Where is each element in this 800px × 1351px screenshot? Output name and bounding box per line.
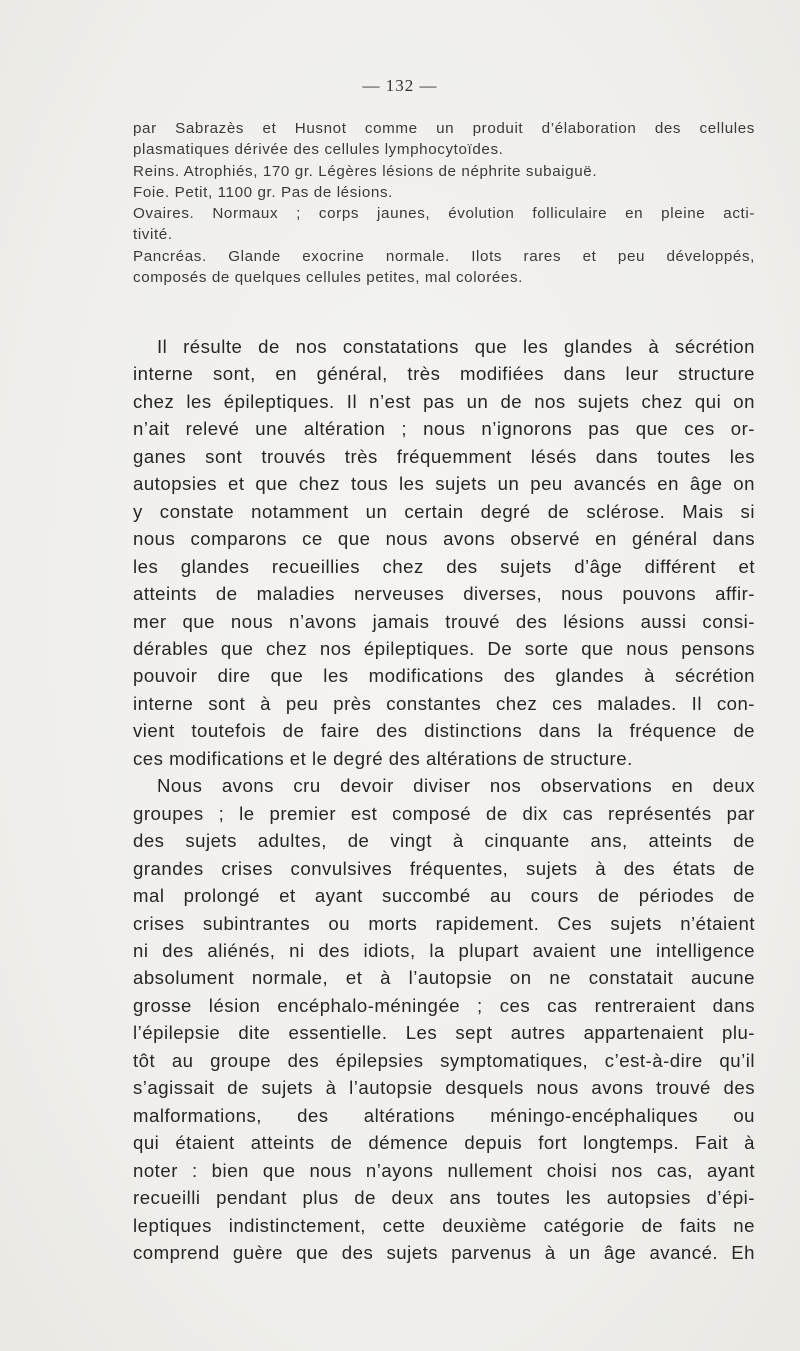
paragraph2-line: crises subintrantes ou morts rapidement. Ces sujets n’étaient: [133, 912, 755, 934]
paragraph1-line: interne sont à peu près constantes chez ces malades. Il con-: [133, 692, 755, 714]
paragraph1-line: interne sont, en général, très modifiées dans leur structure: [133, 363, 755, 385]
notes-line: Ovaires. Normaux ; corps jaunes, évolution folliculaire en pleine acti-: [133, 205, 755, 223]
paragraph2-line: absolument normale, et à l’autopsie on ne constatait aucune: [133, 967, 755, 989]
notes-line: Reins. Atrophiés, 170 gr. Légères lésions de néphrite subaiguë.: [133, 162, 598, 180]
paragraph1-line: autopsies et que chez tous les sujets un peu avancés en âge on: [133, 473, 755, 495]
paragraph1-line: pouvoir dire que les modifications des glandes à sécrétion: [133, 665, 755, 687]
paragraph2-line: groupes ; le premier est composé de dix cas représentés par: [133, 802, 755, 824]
paragraph2-line: l’épilepsie dite essentielle. Les sept autres appartenaient plu-: [133, 1022, 755, 1044]
notes-line: composés de quelques cellules petites, mal colorées.: [133, 269, 523, 287]
paragraph2-line: qui étaient atteints de démence depuis fort longtemps. Fait à: [133, 1132, 755, 1154]
paragraph2-line: des sujets adultes, de vingt à cinquante ans, atteints de: [133, 830, 755, 852]
paragraph1-line: mer que nous n’avons jamais trouvé des lésions aussi consi-: [133, 610, 755, 632]
paragraph1-line: dérables que chez nos épileptiques. De sorte que nous pensons: [133, 637, 755, 659]
autopsy-notes: [133, 118, 755, 288]
paragraph1-line: ces modifications et le degré des altérations de structure.: [133, 747, 633, 769]
notes-line: Foie. Petit, 1100 gr. Pas de lésions.: [133, 183, 393, 201]
paragraph2-line: malformations, des altérations méningo-encéphaliques ou: [133, 1104, 755, 1126]
notes-line: Pancréas. Glande exocrine normale. Ilots rares et peu développés,: [133, 247, 755, 265]
page-number: — 132 —: [362, 76, 438, 95]
paragraph1-line: les glandes recueillies chez des sujets d’âge différent et: [133, 555, 755, 577]
paragraph2-line: grandes crises convulsives fréquentes, sujets à des états de: [133, 857, 755, 879]
paragraph1-line: chez les épileptiques. Il n’est pas un de nos sujets chez qui on: [133, 390, 755, 412]
paragraph2-line: comprend guère que des sujets parvenus à un âge avancé. Eh: [133, 1241, 755, 1263]
paragraph2-line: s’agissait de sujets à l’autopsie desquels nous avons trouvé des: [133, 1077, 755, 1099]
notes-line: tivité.: [133, 226, 173, 244]
main-text: [133, 333, 755, 1266]
notes-line: plasmatiques dérivée des cellules lymphocytoïdes.: [133, 141, 504, 159]
paragraph1-line: ganes sont trouvés très fréquemment lésés dans toutes les: [133, 445, 755, 467]
notes-line: par Sabrazès et Husnot comme un produit d’élaboration des cellules: [133, 120, 755, 137]
paragraph2-line: mal prolongé et ayant succombé au cours de périodes de: [133, 885, 755, 907]
paragraph1-line: Il résulte de nos constatations que les glandes à sécrétion: [157, 336, 755, 357]
paragraph1-line: atteints de maladies nerveuses diverses, nous pouvons affir-: [133, 583, 755, 605]
paragraph2-line: Nous avons cru devoir diviser nos observations en deux: [157, 775, 755, 797]
paragraph2-line: leptiques indistinctement, cette deuxième catégorie de faits ne: [133, 1214, 755, 1236]
paragraph1-line: nous comparons ce que nous avons observé en général dans: [133, 528, 755, 550]
paragraph1-line: vient toutefois de faire des distinctions dans la fréquence de: [133, 720, 755, 742]
paragraph2-line: tôt au groupe des épilepsies symptomatiques, c’est-à-dire qu’il: [133, 1049, 755, 1071]
paragraph2-line: ni des aliénés, ni des idiots, la plupart avaient une intelligence: [133, 939, 755, 961]
paragraph2-line: recueilli pendant plus de deux ans toutes les autopsies d’épi-: [133, 1187, 755, 1209]
paragraph2-line: grosse lésion encéphalo-méningée ; ces cas rentreraient dans: [133, 994, 755, 1016]
paragraph1-line: y constate notamment un certain degré de sclérose. Mais si: [133, 500, 755, 522]
paragraph1-line: n’ait relevé une altération ; nous n’ignorons pas que ces or-: [133, 418, 755, 440]
paragraph2-line: noter : bien que nous n’ayons nullement choisi nos cas, ayant: [133, 1159, 755, 1181]
